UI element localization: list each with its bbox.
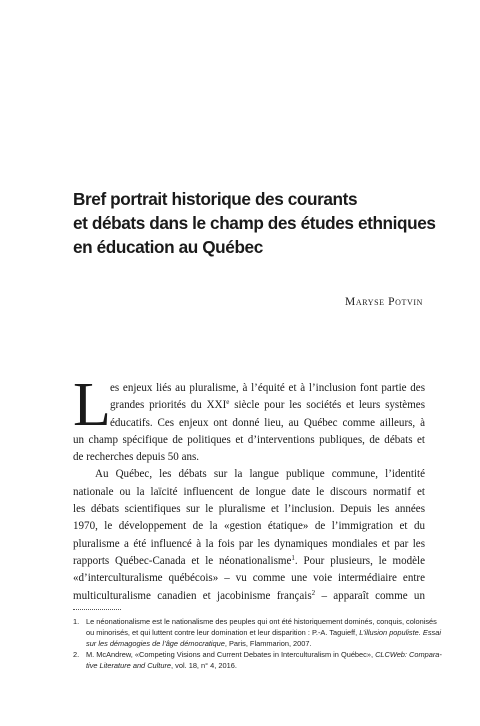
- journal-title: CLCWeb: Compara-: [375, 650, 442, 659]
- chapter-title-line: Bref portrait historique des courants: [73, 189, 358, 209]
- text-run: siècle pour les sociétés et leurs systèmes: [229, 399, 425, 412]
- superscript: e: [226, 398, 230, 407]
- text-run: grandes priorités du XXI: [110, 399, 227, 412]
- footnote-divider: [73, 609, 121, 610]
- text-run: , vol. 18, n° 4, 2016.: [171, 661, 237, 670]
- footnote-line: [86, 649, 442, 660]
- text-line: 1970, le développement de la «gestion étatique» de l’immigration et du: [73, 520, 425, 533]
- text-run: rapports Québec-Canada et le néonationalisme: [73, 554, 292, 567]
- text-line: es enjeux liés au pluralisme, à l’équité et à l’inclusion font partie des: [110, 382, 425, 394]
- text-run: ou minorisés, et qui luttent contre leur domination et leur disparition : P.-A. Taguieff,: [86, 628, 360, 637]
- text-line: éducatifs. Ces enjeux ont donné lieu, au Québec comme ailleurs, à: [110, 416, 425, 429]
- book-title: L’illusion populiste. Essai: [359, 628, 441, 637]
- footnote-line: Le néonationalisme est le nationalisme des peuples qui ont été historiquement dominés, conquis, colonisés: [86, 617, 437, 626]
- text-line: pluralisme a été influencé à la fois par les dynamiques mondiales et par les: [73, 537, 425, 550]
- footnote-number: 2.: [73, 650, 80, 659]
- text-run: , Paris, Flammarion, 2007.: [224, 639, 312, 648]
- footnote-ref[interactable]: 1: [291, 553, 295, 562]
- text-line: [73, 588, 425, 605]
- body-text: [73, 371, 425, 605]
- paragraph-1: [73, 371, 425, 466]
- drop-cap: L: [73, 371, 111, 439]
- paragraph-2: [73, 466, 425, 604]
- footnote-line: [86, 660, 427, 671]
- chapter-title: [73, 187, 453, 259]
- text-line: les débats scientifiques sur le pluralisme et l’inclusion. Depuis les années: [73, 503, 425, 516]
- footnote-line: [86, 638, 427, 649]
- text-run: multiculturalisme canadien et jacobinisme français: [73, 589, 312, 602]
- author-name: Maryse Potvin: [345, 296, 423, 308]
- footnote-1: [73, 616, 441, 649]
- chapter-title-line: et débats dans le champ des études ethniques: [73, 213, 436, 233]
- text-line: de recherches depuis 50 ans.: [73, 451, 200, 464]
- journal-title: tive Literature and Culture: [86, 661, 172, 670]
- footnotes: [73, 616, 442, 671]
- text-line: [73, 397, 425, 414]
- text-run: M. McAndrew, «Competing Visions and Current Debates in Interculturalism in Québec»,: [86, 650, 376, 659]
- text-line: un champ spécifique de politiques et d’interventions publiques, de débats et: [73, 433, 425, 446]
- text-line: nationale ou la laïcité influencent de longue date le discours normatif et: [73, 485, 425, 498]
- text-line: [73, 553, 425, 570]
- text-run: . Pour plusieurs, le modèle: [294, 554, 425, 567]
- chapter-title-line: en éducation au Québec: [73, 237, 263, 257]
- text-line: «d’interculturalisme québécois» – vu comme une voie intermédiaire entre: [73, 572, 425, 585]
- footnote-2: [73, 649, 442, 671]
- book-title: sur les démagogies de l’âge démocratique: [86, 639, 225, 648]
- footnote-ref[interactable]: 2: [311, 588, 316, 597]
- text-line: Au Québec, les débats sur la langue publique commune, l’identité: [95, 468, 425, 481]
- footnote-number: 1.: [73, 617, 80, 626]
- footnote-line: [86, 627, 441, 638]
- text-run: – apparaît comme un: [315, 589, 425, 602]
